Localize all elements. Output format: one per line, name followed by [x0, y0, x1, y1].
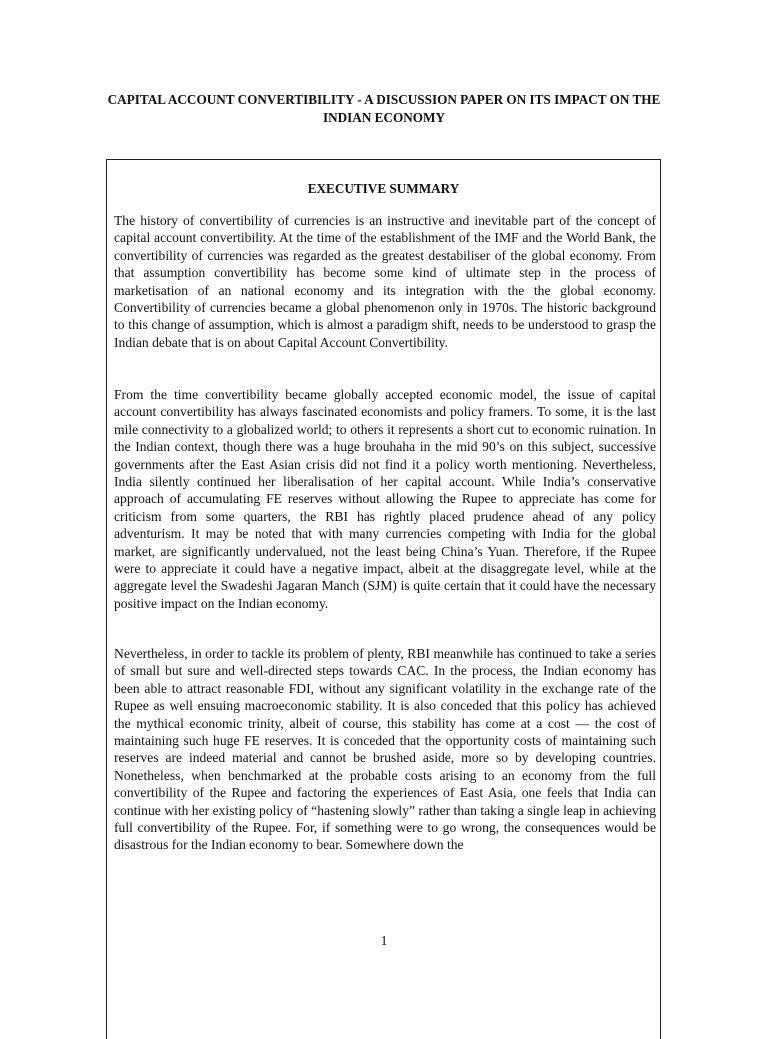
summary-paragraph-1: The history of convertibility of currencies is an instructive and inevitable part of the concept of capital account convertibility. At the time of the establishment of the IMF and the World Bank, the convertibility of currencies was regarded as the greatest destabiliser of the global economy. From that assumption convertibility has become some kind of ultimate step in the process of marketisation of an national economy and its integration with the the global economy. Convertibility of currencies became a global phenomenon only in 1970s. The historic background to this change of assumption, which is almost a paradigm shift, needs to be understood to grasp the Indian debate that is on about Capital Account Convertibility. [114, 213, 656, 350]
document-title: CAPITAL ACCOUNT CONVERTIBILITY - A DISCUSSION PAPER ON ITS IMPACT ON THE INDIAN ECONOMY [107, 92, 661, 125]
summary-paragraph-2: From the time convertibility became globally accepted economic model, the issue of capital account convertibility has always fascinated economists and policy framers. To some, it is the last mile connectivity to a globalized world; to others it represents a short cut to economic ruination. In the Indian context, though there was a huge brouhaha in the mid 90’s on this subject, successive governments after the East Asian crisis did not find it a policy worth mentioning. Nevertheless, India silently continued her liberalisation of her capital account. While India’s conservative approach of accumulating FE reserves without allowing the Rupee to appreciate has come for criticism from some quarters, the RBI has rightly placed prudence ahead of any policy adventurism. It may be noted that with many currencies competing with India for the global market, are significantly undervalued, not the least being China’s Yuan. Therefore, if the Rupee were to appreciate it could have a negative impact, albeit at the disaggregate level, while at the aggregate level the Swadeshi Jagaran Manch (SJM) is quite certain that it could have the necessary positive impact on the Indian economy. [114, 387, 656, 611]
executive-summary-heading: EXECUTIVE SUMMARY [307, 181, 460, 196]
summary-paragraph-3: Nevertheless, in order to tackle its problem of plenty, RBI meanwhile has continued to take a series of small but sure and well-directed steps towards CAC. In the process, the Indian economy has been able to attract reasonable FDI, without any significant volatility in the exchange rate of the Rupee as well ensuing macroeconomic stability. It is also conceded that this policy has achieved the mythical economic trinity, albeit of course, this stability has come at a cost — the cost of maintaining such huge FE reserves. It is conceded that the opportunity costs of maintaining such reserves are indeed material and cannot be brushed aside, more so by developing countries. Nonetheless, when benchmarked at the probable costs arising to an economy from the full convertibility of the Rupee and factoring the experiences of East Asia, one feels that India can continue with her existing policy of “hastening slowly” rather than taking a single leap in achieving full convertibility of the Rupee. For, if something were to go wrong, the consequences would be disastrous for the Indian economy to bear. Somewhere down the [114, 646, 656, 853]
executive-summary-box [106, 159, 661, 1039]
page-number: 1 [380, 933, 388, 948]
